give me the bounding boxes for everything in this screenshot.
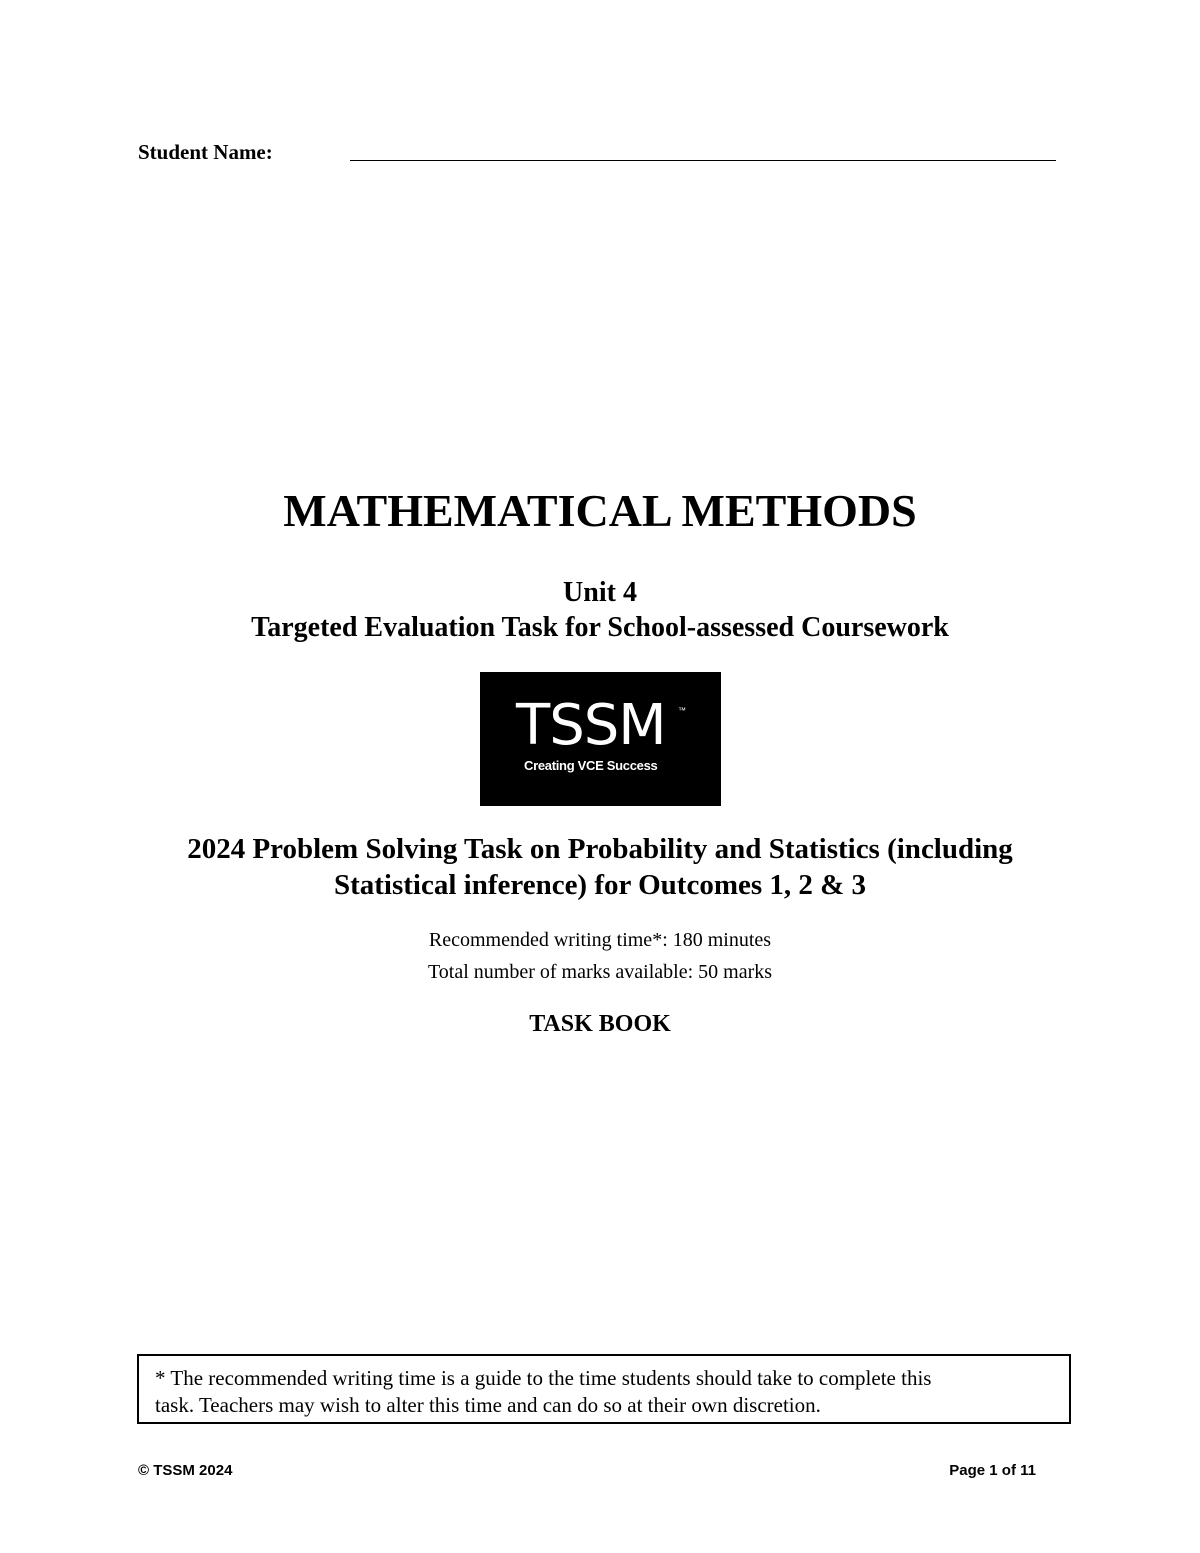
unit-label: Unit 4 [563,577,637,608]
student-name-line[interactable] [350,160,1056,161]
writing-time-note [137,1354,1071,1424]
logo-text: TSSM [516,693,666,758]
student-name-row [138,138,1058,168]
task-title [0,831,1200,903]
recommended-writing-time: Recommended writing time*: 180 minutes [428,929,772,951]
task-title-line-1: 2024 Problem Solving Task on Probability and Statistics (including [187,833,1013,865]
student-name-label: Student Name: [138,140,273,164]
page-title: MATHEMATICAL METHODS [283,485,917,536]
task-title-line-2: Statistical inference) for Outcomes 1, 2 & 3 [333,869,867,901]
logo-trademark: ™ [678,706,686,715]
tssm-logo [480,672,721,806]
footer-page-number: Page 1 of 11 [949,1462,1036,1479]
note-line-1: * The recommended writing time is a guide to the time students should take to complete this [155,1366,932,1390]
note-line-2: task. Teachers may wish to alter this time and can do so at their own discretion. [155,1393,821,1417]
subtitle: Targeted Evaluation Task for School-assessed Coursework [251,612,949,643]
total-marks: Total number of marks available: 50 marks [427,961,773,983]
footer-copyright: © TSSM 2024 [138,1462,233,1479]
task-book-label: TASK BOOK [529,1011,671,1037]
logo-tagline: Creating VCE Success [524,758,658,773]
